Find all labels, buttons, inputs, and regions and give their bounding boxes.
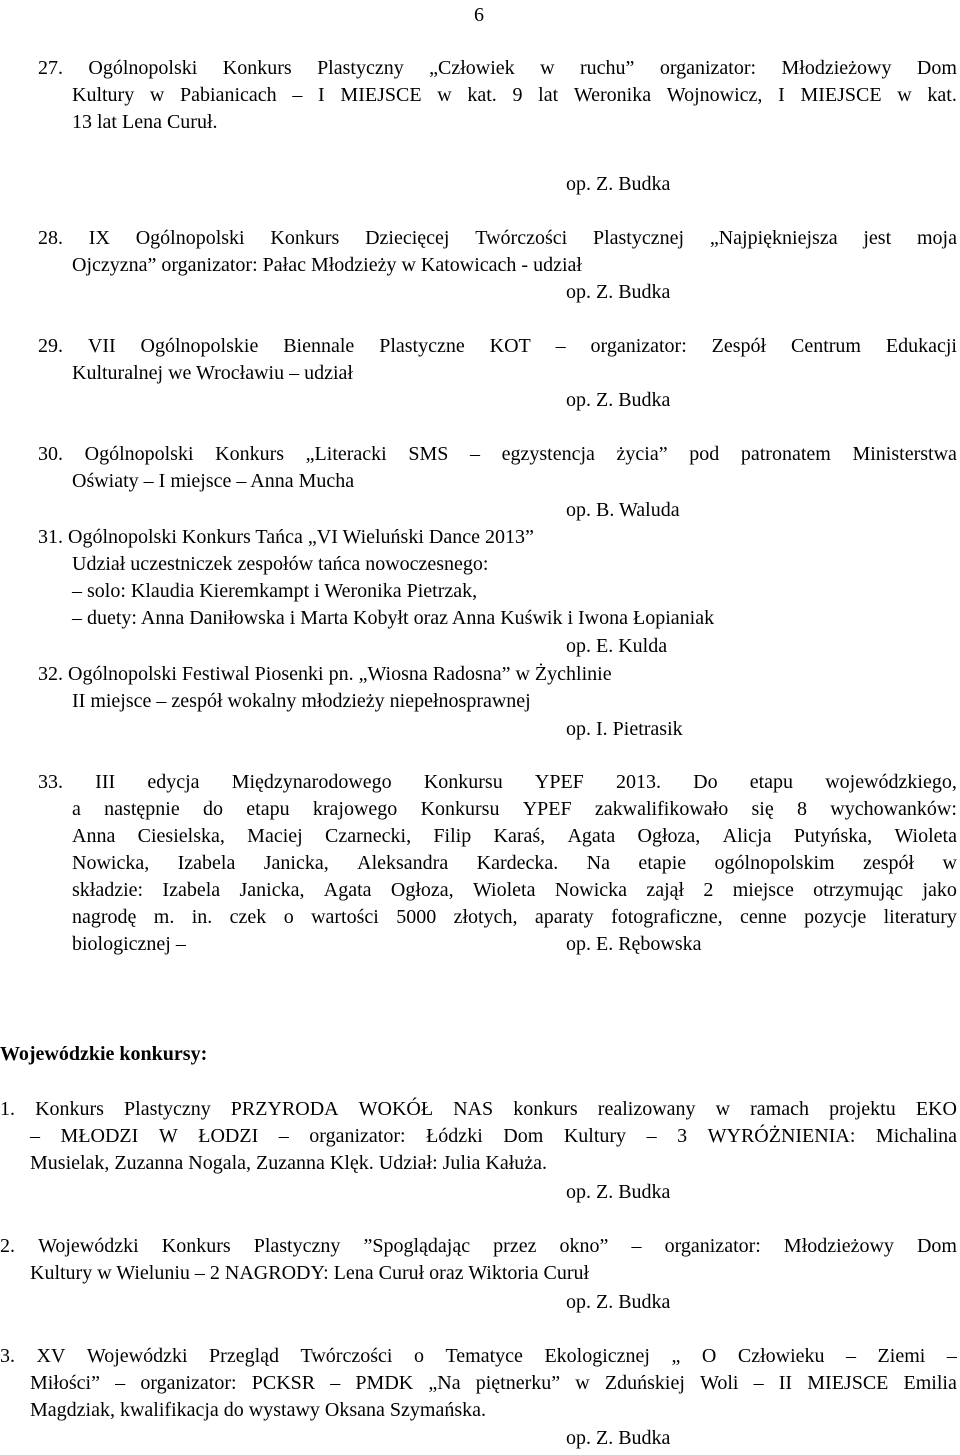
section-heading: Wojewódzkie konkursy: [0,1043,208,1065]
teacher-name: op. Z. Budka [566,173,671,195]
item-line: nagrodę m. in. czek o wartości 5000 złotych, aparaty fotograficzne, cenne pozycje literatury [72,906,957,928]
item-line: II miejsce – zespół wokalny młodzieży niepełnosprawnej [72,690,531,712]
item-line: Nowicka, Izabela Janicka, Aleksandra Kardecka. Na etapie ogólnopolskim zespół w [72,852,957,874]
teacher-name: op. Z. Budka [566,281,671,303]
item-line: Anna Ciesielska, Maciej Czarnecki, Filip Karaś, Agata Ogłoza, Alicja Putyńska, Wioleta [72,825,957,847]
teacher-name: op. Z. Budka [566,1291,671,1313]
item-line: Oświaty – I miejsce – Anna Mucha [72,470,355,492]
item-line: 1. Konkurs Plastyczny PRZYRODA WOKÓŁ NAS konkurs realizowany w ramach projektu EKO [0,1098,957,1120]
item-line: 30. Ogólnopolski Konkurs „Literacki SMS – egzystencja życia” pod patronatem Ministerstwa [38,443,957,465]
item-line: Kultury w Wieluniu – 2 NAGRODY: Lena Curuł oraz Wiktoria Curuł [30,1262,590,1284]
item-line: Musielak, Zuzanna Nogala, Zuzanna Klęk. Udział: Julia Kałuża. [30,1152,548,1174]
item-line: 28. IX Ogólnopolski Konkurs Dziecięcej Twórczości Plastycznej „Najpiękniejsza jest moja [38,227,957,249]
item-line: 27. Ogólnopolski Konkurs Plastyczny „Człowiek w ruchu” organizator: Młodzieżowy Dom [38,57,957,79]
teacher-name: op. Z. Budka [566,389,671,411]
item-line: 31. Ogólnopolski Konkurs Tańca „VI Wieluński Dance 2013” [38,526,534,548]
item-line: 33. III edycja Międzynarodowego Konkursu YPEF 2013. Do etapu wojewódzkiego, [38,771,957,793]
item-line: Udział uczestniczek zespołów tańca nowoczesnego: [72,553,489,575]
item-line: a następnie do etapu krajowego Konkursu YPEF zakwalifikowało się 8 wychowanków: [72,798,957,820]
teacher-name: op. B. Waluda [566,499,680,521]
teacher-name: op. E. Kulda [566,635,668,657]
item-line: – solo: Klaudia Kieremkampt i Weronika Pietrzak, [72,580,478,602]
teacher-name: op. E. Rębowska [566,933,702,955]
item-line: – MŁODZI W ŁODZI – organizator: Łódzki Dom Kultury – 3 WYRÓŻNIENIA: Michalina [30,1125,957,1147]
item-line: biologicznej – [72,933,186,955]
item-line: 2. Wojewódzki Konkurs Plastyczny ”Spoglądając przez okno” – organizator: Młodzieżowy Dom [0,1235,957,1257]
item-line: 29. VII Ogólnopolskie Biennale Plastyczne KOT – organizator: Zespół Centrum Edukacji [38,335,957,357]
item-line: Magdziak, kwalifikacja do wystawy Oksana Szymańska. [30,1399,486,1421]
item-line: 3. XV Wojewódzki Przegląd Twórczości o Tematyce Ekologicznej „ O Człowieku – Ziemi – [0,1345,957,1367]
item-line: składzie: Izabela Janicka, Agata Ogłoza, Wioleta Nowicka zajął 2 miejsce otrzymując jako [72,879,957,901]
teacher-name: op. Z. Budka [566,1427,671,1449]
item-line: Ojczyzna” organizator: Pałac Młodzieży w Katowicach - udział [72,254,582,276]
teacher-name: op. Z. Budka [566,1181,671,1203]
item-line: 13 lat Lena Curuł. [72,111,218,133]
item-line: Miłości” – organizator: PCKSR – PMDK „Na piętnerku” w Zduńskiej Woli – II MIEJSCE Emilia [30,1372,957,1394]
teacher-name: op. I. Pietrasik [566,718,683,740]
item-line: – duety: Anna Daniłowska i Marta Kobyłt oraz Anna Kuświk i Iwona Łopianiak [72,607,715,629]
item-line: Kulturalnej we Wrocławiu – udział [72,362,353,384]
item-line: Kultury w Pabianicach – I MIEJSCE w kat. 9 lat Weronika Wojnowicz, I MIEJSCE w kat. [72,84,957,106]
page-number: 6 [474,4,484,26]
item-line: 32. Ogólnopolski Festiwal Piosenki pn. „Wiosna Radosna” w Żychlinie [38,663,612,685]
